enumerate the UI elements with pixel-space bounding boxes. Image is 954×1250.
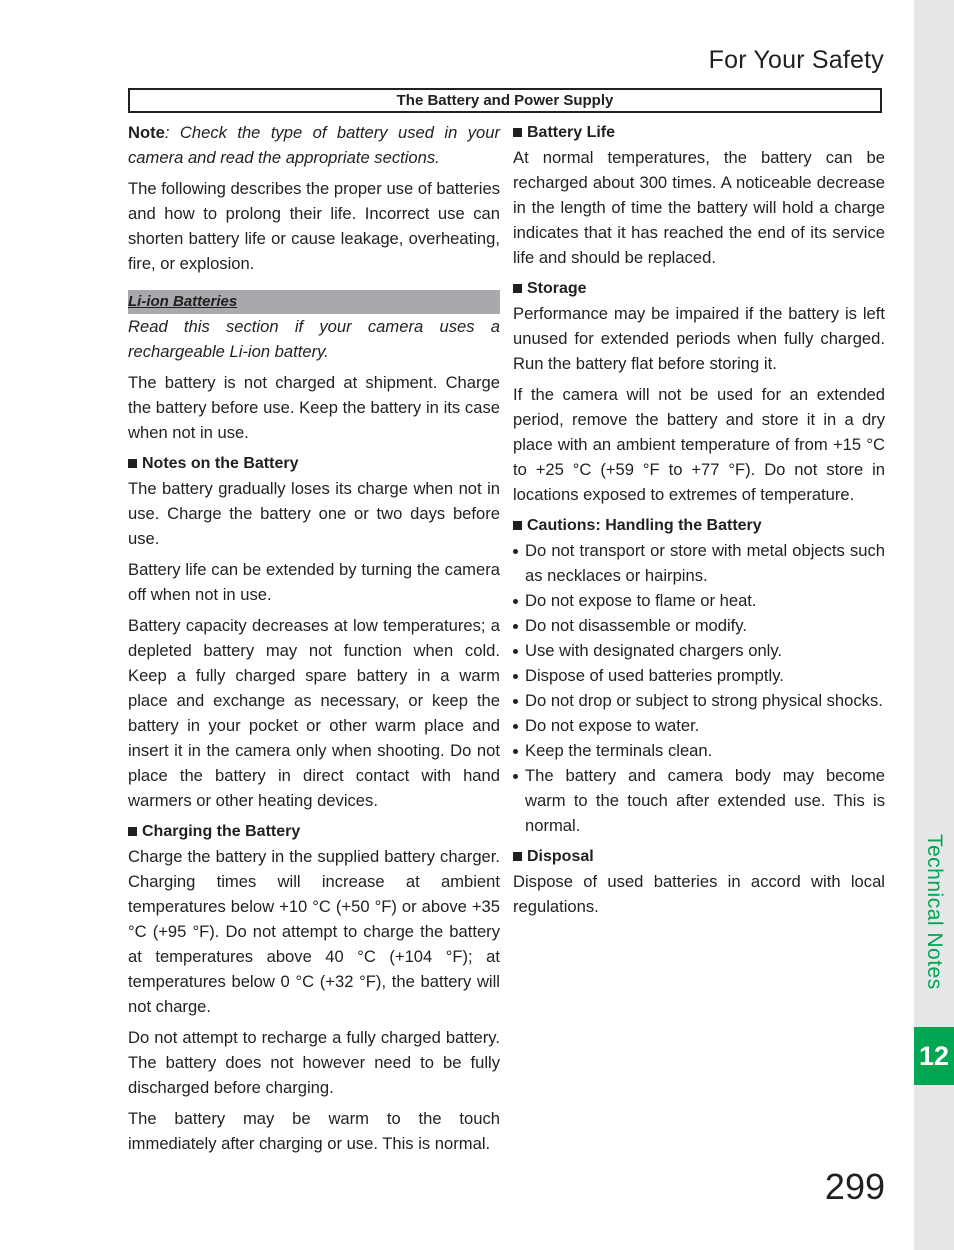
page-header-title: For Your Safety [708,46,884,74]
list-item [513,663,885,688]
storage-paragraph-2: If the camera will not be used for an extended period, remove the battery and store it in a dry place with an ambient temperature of from +15 °C to +25 °C (+59 °F to +77 °F). Do not store in locations exposed to extremes of temperature. [513,385,885,504]
cautions-heading-label: Cautions: Handling the Battery [527,517,762,534]
cautions-list [513,538,885,838]
left-column [128,120,500,1162]
life-heading [513,120,885,145]
list-item-text: Do not transport or store with metal objects such as necklaces or hairpins. [525,541,885,585]
list-item [513,538,885,588]
note-paragraph [128,120,500,170]
list-item-text: Do not expose to flame or heat. [525,591,757,610]
list-item-text: Dispose of used batteries promptly. [525,666,784,685]
storage-heading-label: Storage [527,280,587,297]
bullet-dot-icon [513,749,518,754]
list-item [513,613,885,638]
list-item [513,588,885,613]
notes-paragraph-3: Battery capacity decreases at low temperatures; a depleted battery may not function when cold. Keep a fully charged spare battery in a warm place and exchange as necessary, or keep the battery in your pocket or other warm place and insert it in the camera only when shooting. Do not place the battery in direct contact with hand warmers or other heating devices. [128,616,500,810]
list-item [513,738,885,763]
notes-paragraph-1: The battery gradually loses its charge when not in use. Charge the battery one or two days before use. [128,479,500,548]
note-label: Note [128,123,165,142]
charging-paragraph-3: The battery may be warm to the touch immediately after charging or use. This is normal. [128,1109,500,1153]
chapter-number-badge[interactable]: 12 [914,1027,954,1085]
disposal-paragraph: Dispose of used batteries in accord with local regulations. [513,872,885,916]
life-heading-label: Battery Life [527,124,616,141]
notes-heading [128,451,500,476]
bullet-dot-icon [513,649,518,654]
square-bullet-icon [513,852,522,861]
disposal-heading [513,844,885,869]
list-item-text: Use with designated chargers only. [525,641,783,660]
notes-paragraph-2: Battery life can be extended by turning the camera off when not in use. [128,560,500,604]
liion-note: Read this section if your camera uses a rechargeable Li-ion battery. [128,317,500,361]
list-item-text: Do not expose to water. [525,716,700,735]
square-bullet-icon [513,284,522,293]
storage-paragraph-1: Performance may be impaired if the battery is left unused for extended periods when fully charged. Run the battery flat before storing it. [513,304,885,373]
charging-heading [128,819,500,844]
list-item-text: Do not drop or subject to strong physical shocks. [525,691,883,710]
list-item-text: Do not disassemble or modify. [525,616,747,635]
list-item [513,713,885,738]
note-text: : Check the type of battery used in your camera and read the appropriate sections. [128,123,500,167]
square-bullet-icon [513,521,522,530]
cautions-heading [513,513,885,538]
bullet-dot-icon [513,699,518,704]
chapter-tab-label[interactable]: Technical Notes [923,834,946,990]
right-column [513,120,885,925]
section-title: The Battery and Power Supply [128,88,882,113]
square-bullet-icon [513,128,522,137]
bullet-dot-icon [513,599,518,604]
bullet-dot-icon [513,724,518,729]
charging-heading-label: Charging the Battery [142,823,301,840]
notes-heading-label: Notes on the Battery [142,455,299,472]
bullet-dot-icon [513,624,518,629]
bullet-dot-icon [513,774,518,779]
list-item-text: The battery and camera body may become warm to the touch after extended use. This is normal. [525,766,885,835]
bullet-dot-icon [513,549,518,554]
liion-paragraph: The battery is not charged at shipment. Charge the battery before use. Keep the battery in its case when not in use. [128,373,500,442]
list-item [513,688,885,713]
square-bullet-icon [128,827,137,836]
list-item-text: Keep the terminals clean. [525,741,713,760]
square-bullet-icon [128,459,137,468]
storage-heading [513,276,885,301]
page-number: 299 [824,1166,885,1207]
liion-section-bar: Li-ion Batteries [128,290,500,314]
charging-paragraph-1: Charge the battery in the supplied battery charger. Charging times will increase at ambient temperatures below +10 °C (+50 °F) or above +35 °C (+95 °F). Do not attempt to charge the battery at temperatures above 40 °C (+104 °F); at temperatures below 0 °C (+32 °F), the battery will not charge. [128,847,500,1016]
charging-paragraph-2: Do not attempt to recharge a fully charged battery. The battery does not however need to be fully discharged before charging. [128,1028,500,1097]
bullet-dot-icon [513,674,518,679]
intro-paragraph: The following describes the proper use of batteries and how to prolong their life. Incorrect use can shorten battery life or cause leakage, overheating, fire, or explosion. [128,179,500,273]
disposal-heading-label: Disposal [527,848,594,865]
life-paragraph: At normal temperatures, the battery can be recharged about 300 times. A noticeable decrease in the length of time the battery will hold a charge indicates that it has reached the end of its service life and should be replaced. [513,148,885,267]
list-item [513,638,885,663]
list-item [513,763,885,838]
